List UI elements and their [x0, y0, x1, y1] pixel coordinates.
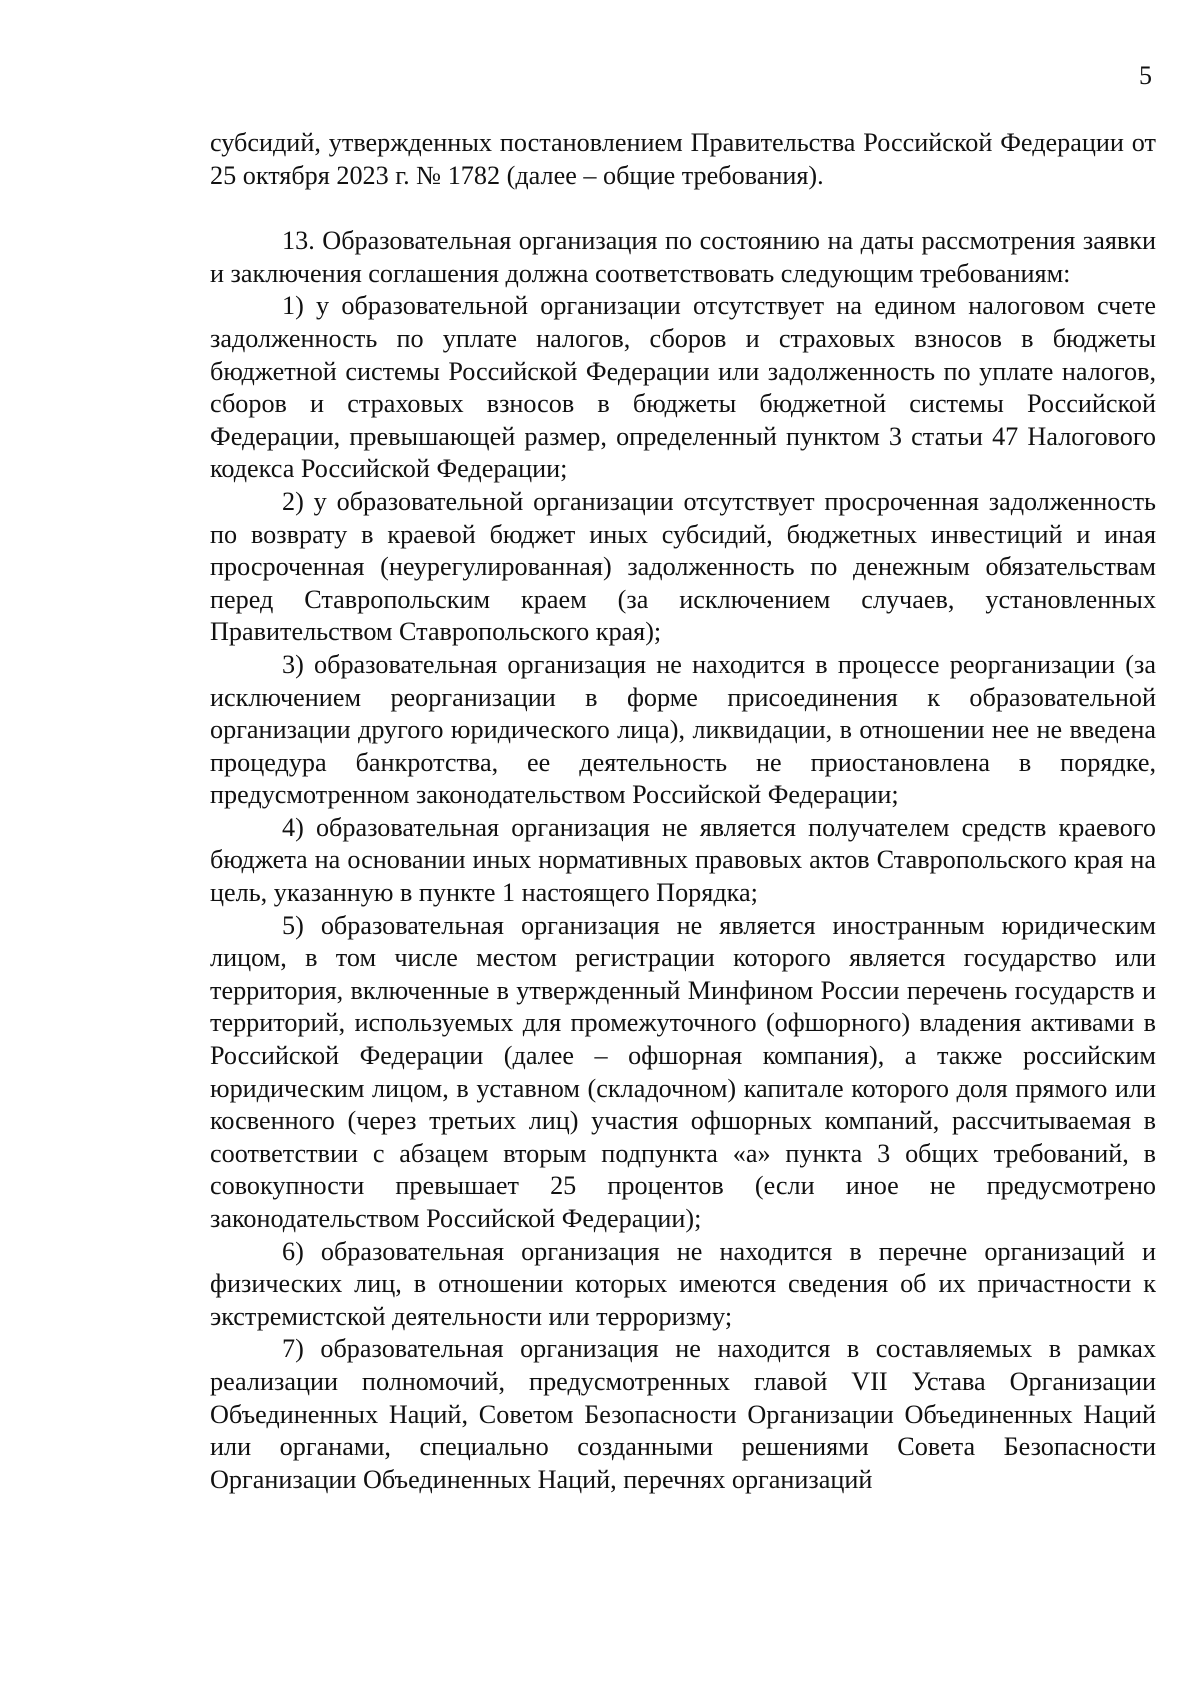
paragraph-item-2: 2) у образовательной организации отсутствует просроченная задолженность по возврату в краевой бюджет иных субсидий, бюджетных инвестиций и иная просроченная (неурегулированная) задолженность по денежным обязательствам перед Ставропольским краем (за исключением случаев, установленных Правительством Ставропольского края); [210, 486, 1156, 647]
paragraph-item-6: 6) образовательная организация не находится в перечне организаций и физических лиц, в отношении которых имеются сведения об их причастности к экстремистской деятельности или терроризму; [210, 1236, 1156, 1331]
paragraph-clause-13: 13. Образовательная организация по состоянию на даты рассмотрения заявки и заключения соглашения должна соответствовать следующим требованиям: [210, 226, 1156, 288]
document-body [210, 127, 1156, 1496]
paragraph-continuation: субсидий, утвержденных постановлением Правительства Российской Федерации от 25 октября 2023 г. № 1782 (далее – общие требования). [210, 128, 1156, 190]
page-number: 5 [1139, 61, 1152, 90]
paragraph-item-1: 1) у образовательной организации отсутствует на едином налоговом счете задолженность по уплате налогов, сборов и страховых взносов в бюджеты бюджетной системы Российской Федерации или задолженность по уплате налогов, сборов и страховых взносов в бюджеты бюджетной системы Российской Федерации, превышающей размер, определенный пунктом 3 статьи 47 Налогового кодекса Российской Федерации; [210, 291, 1156, 484]
paragraph-item-4: 4) образовательная организация не является получателем средств краевого бюджета на основании иных нормативных правовых актов Ставропольского края на цель, указанную в пункте 1 настоящего Порядка; [210, 812, 1156, 908]
paragraph-item-7: 7) образовательная организация не находится в составляемых в рамках реализации полномочий, предусмотренных главой VII Устава Организации Объединенных Наций, Советом Безопасности Организации Объединенных Наций или органами, специально созданными решениями Совета Безопасности Организации Объединенных Наций, перечнях организаций [210, 1334, 1156, 1494]
paragraph-item-3: 3) образовательная организация не находится в процессе реорганизации (за исключением реорганизации в форме присоединения к образовательной организации другого юридического лица), ликвидации, в отношении нее не введена процедура банкротства, ее деятельность не приостановлена в порядке, предусмотренном законодательством Российской Федерации; [210, 649, 1156, 810]
paragraph-item-5: 5) образовательная организация не является иностранным юридическим лицом, в том числе местом регистрации которого является государство или территория, включенные в утвержденный Минфином России перечень государств и территорий, используемых для промежуточного (офшорного) владения активами в Российской Федерации (далее – офшорная компания), а также российским юридическим лицом, в уставном (складочном) капитале которого доля прямого или косвенного (через третьих лиц) участия офшорных компаний, рассчитываемая в соответствии с абзацем вторым подпункта «а» пункта 3 общих требований, в совокупности превышает 25 процентов (если иное не предусмотрено законодательством Российской Федерации); [210, 910, 1156, 1233]
